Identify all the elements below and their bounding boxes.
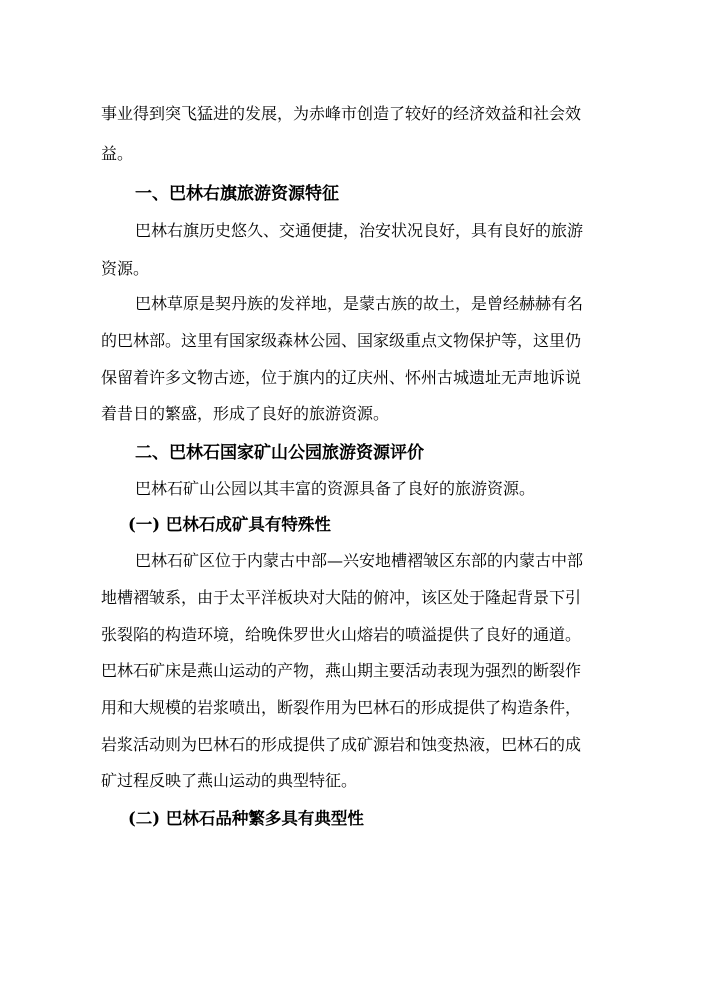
paragraph-line: 矿过程反映了燕山运动的典型特征。 bbox=[101, 771, 358, 790]
section-heading: 一、巴林右旗旅游资源特征 bbox=[135, 184, 339, 204]
paragraph-line: 岩浆活动则为巴林石的形成提供了成矿源岩和蚀变热液，巴林石的成 bbox=[101, 735, 582, 754]
paragraph-line: 巴林石矿床是燕山运动的产物，燕山期主要活动表现为强烈的断裂作 bbox=[101, 661, 582, 680]
paragraph-line: 益。 bbox=[101, 144, 134, 163]
paragraph-line: 着昔日的繁盛，形成了良好的旅游资源。 bbox=[101, 404, 390, 423]
paragraph-line: 巴林草原是契丹族的发祥地，是蒙古族的故土，是曾经赫赫有名 bbox=[135, 294, 584, 313]
paragraph-line: 用和大规模的岩浆喷出，断裂作用为巴林石的形成提供了构造条件， bbox=[101, 698, 582, 717]
paragraph-line: 保留着许多文物古迹，位于旗内的辽庆州、怀州古城遗址无声地诉说 bbox=[101, 368, 582, 387]
subsection-heading: (一) 巴林石成矿具有特殊性 bbox=[128, 515, 331, 534]
paragraph-line: 巴林石矿区位于内蒙古中部—兴安地槽褶皱区东部的内蒙古中部 bbox=[135, 551, 584, 570]
paragraph-line: 地槽褶皱系，由于太平洋板块对大陆的俯冲，该区处于隆起背景下引 bbox=[101, 588, 582, 607]
paragraph-line: 的巴林部。这里有国家级森林公园、国家级重点文物保护等，这里仍 bbox=[101, 331, 582, 350]
section-heading: 二、巴林石国家矿山公园旅游资源评价 bbox=[135, 443, 424, 463]
paragraph-line: 事业得到突飞猛进的发展，为赤峰市创造了较好的经济效益和社会效 bbox=[101, 104, 582, 123]
paragraph-line: 巴林右旗历史悠久、交通便捷，治安状况良好，具有良好的旅游 bbox=[135, 221, 584, 240]
paragraph-line: 资源。 bbox=[101, 259, 150, 278]
paragraph-line: 巴林石矿山公园以其丰富的资源具备了良好的旅游资源。 bbox=[135, 479, 536, 498]
subsection-heading: (二) 巴林石品种繁多具有典型性 bbox=[128, 809, 364, 828]
paragraph-line: 张裂陷的构造环境，给晚侏罗世火山熔岩的喷溢提供了良好的通道。 bbox=[101, 625, 582, 644]
